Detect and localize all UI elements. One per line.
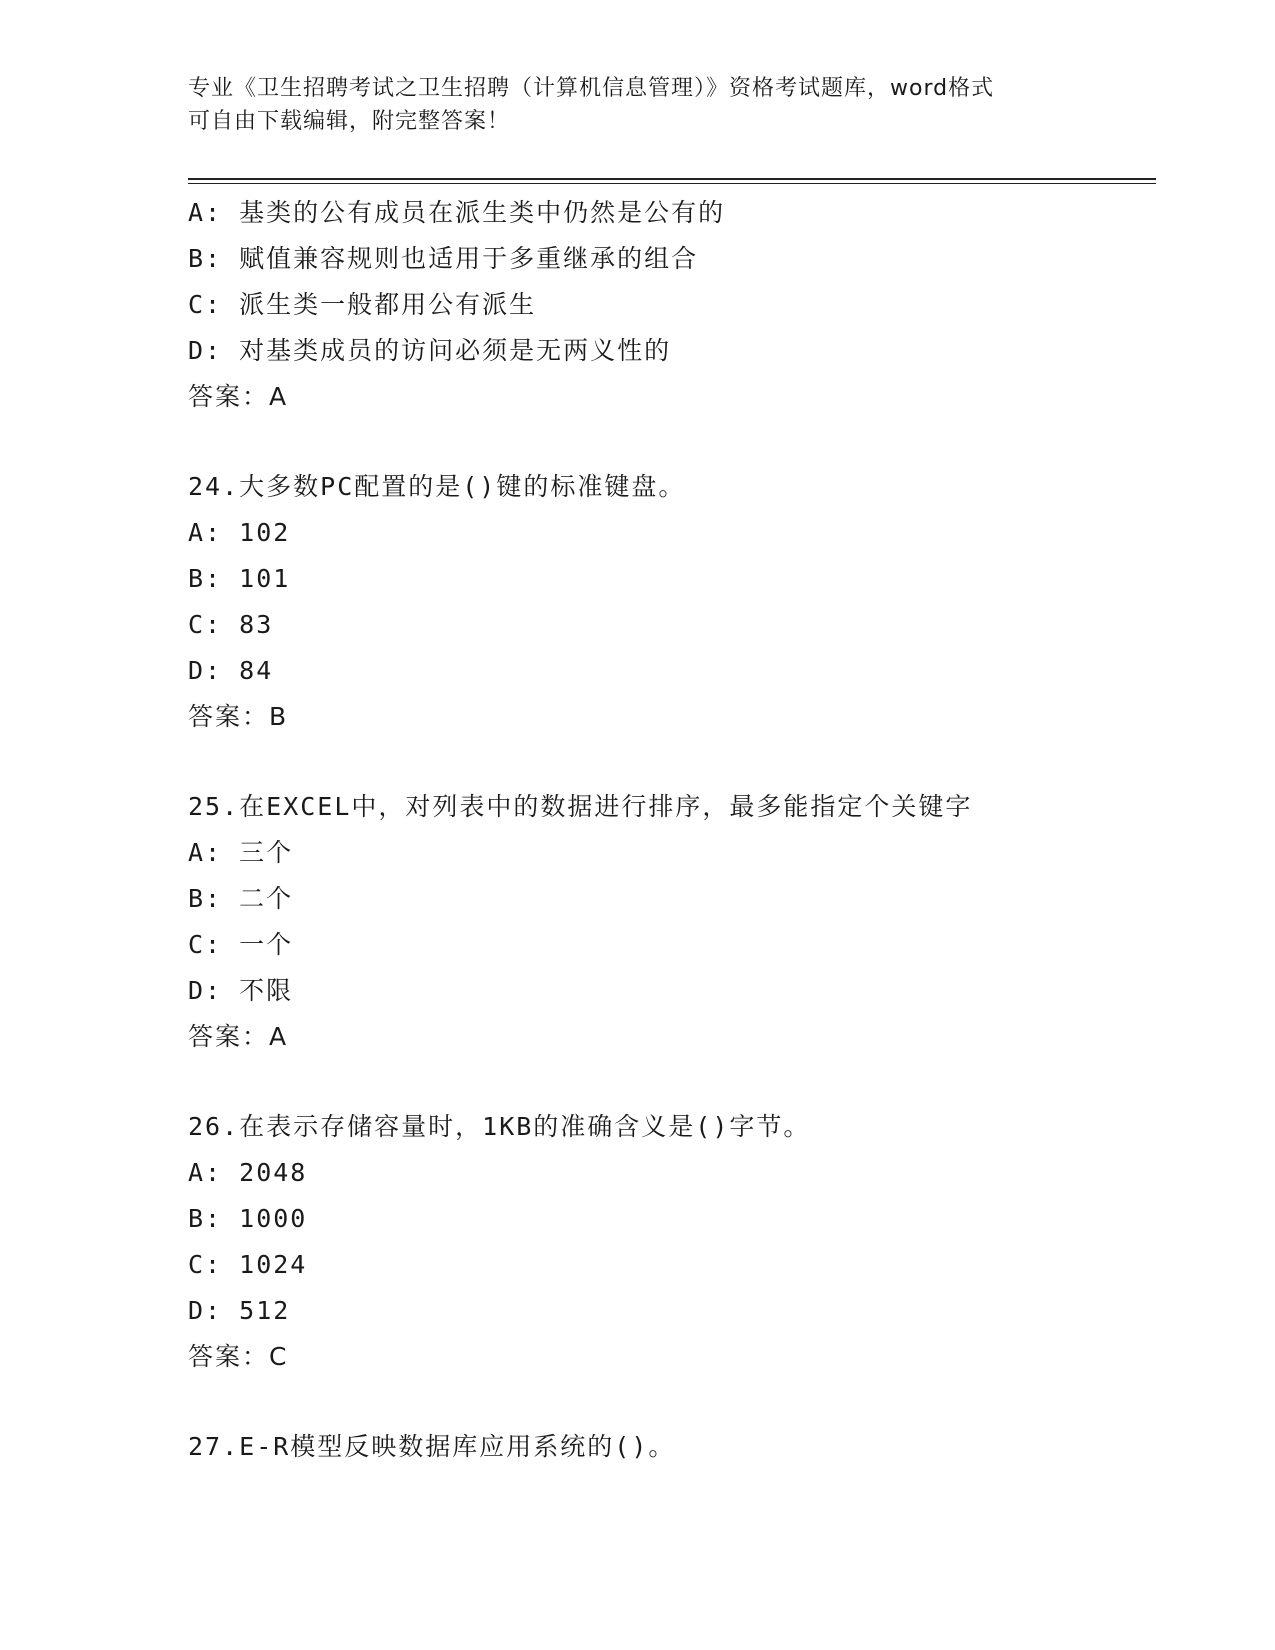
question-text: 25.在EXCEL中，对列表中的数据进行排序，最多能指定个关键字 [188,792,973,821]
question-text: 27.E-R模型反映数据库应用系统的()。 [188,1432,676,1461]
question-list [188,190,1156,1470]
option-a: A: 102 [188,518,291,547]
option-c: C: 1024 [188,1250,308,1279]
question-block-26 [188,1104,1156,1380]
question-block-24 [188,464,1156,740]
question-block-partial [188,190,1156,420]
question-text: 26.在表示存储容量时，1KB的准确含义是()字节。 [188,1112,811,1141]
spacer [188,1060,1156,1104]
option-c: C: 派生类一般都用公有派生 [188,290,537,319]
option-a: A: 2048 [188,1158,308,1187]
header-title-line-2: 可自由下载编辑，附完整答案！ [188,109,511,134]
spacer [188,1380,1156,1424]
option-d: D: 对基类成员的访问必须是无两义性的 [188,336,672,365]
option-b: B: 二个 [188,884,294,913]
option-c: C: 83 [188,610,274,639]
option-a: A: 三个 [188,838,294,867]
answer-line: 答案：B [188,702,289,731]
spacer [188,740,1156,784]
question-block-27 [188,1424,1156,1470]
question-block-25 [188,784,1156,1060]
answer-line: 答案：C [188,1342,289,1371]
option-d: D: 512 [188,1296,291,1325]
option-b: B: 赋值兼容规则也适用于多重继承的组合 [188,244,699,273]
option-b: B: 101 [188,564,291,593]
option-a: A: 基类的公有成员在派生类中仍然是公有的 [188,198,726,227]
document-header [188,72,1088,138]
option-c: C: 一个 [188,930,294,959]
option-b: B: 1000 [188,1204,308,1233]
header-title-line-1: 专业《卫生招聘考试之卫生招聘（计算机信息管理）》资格考试题库，word格式 [188,76,995,101]
option-d: D: 不限 [188,976,294,1005]
header-divider-bottom [188,183,1156,184]
option-d: D: 84 [188,656,274,685]
spacer [188,420,1156,464]
header-divider-top [188,178,1156,180]
question-text: 24.大多数PC配置的是()键的标准键盘。 [188,472,686,501]
answer-line: 答案：A [188,1022,289,1051]
answer-line: 答案：A [188,382,289,411]
